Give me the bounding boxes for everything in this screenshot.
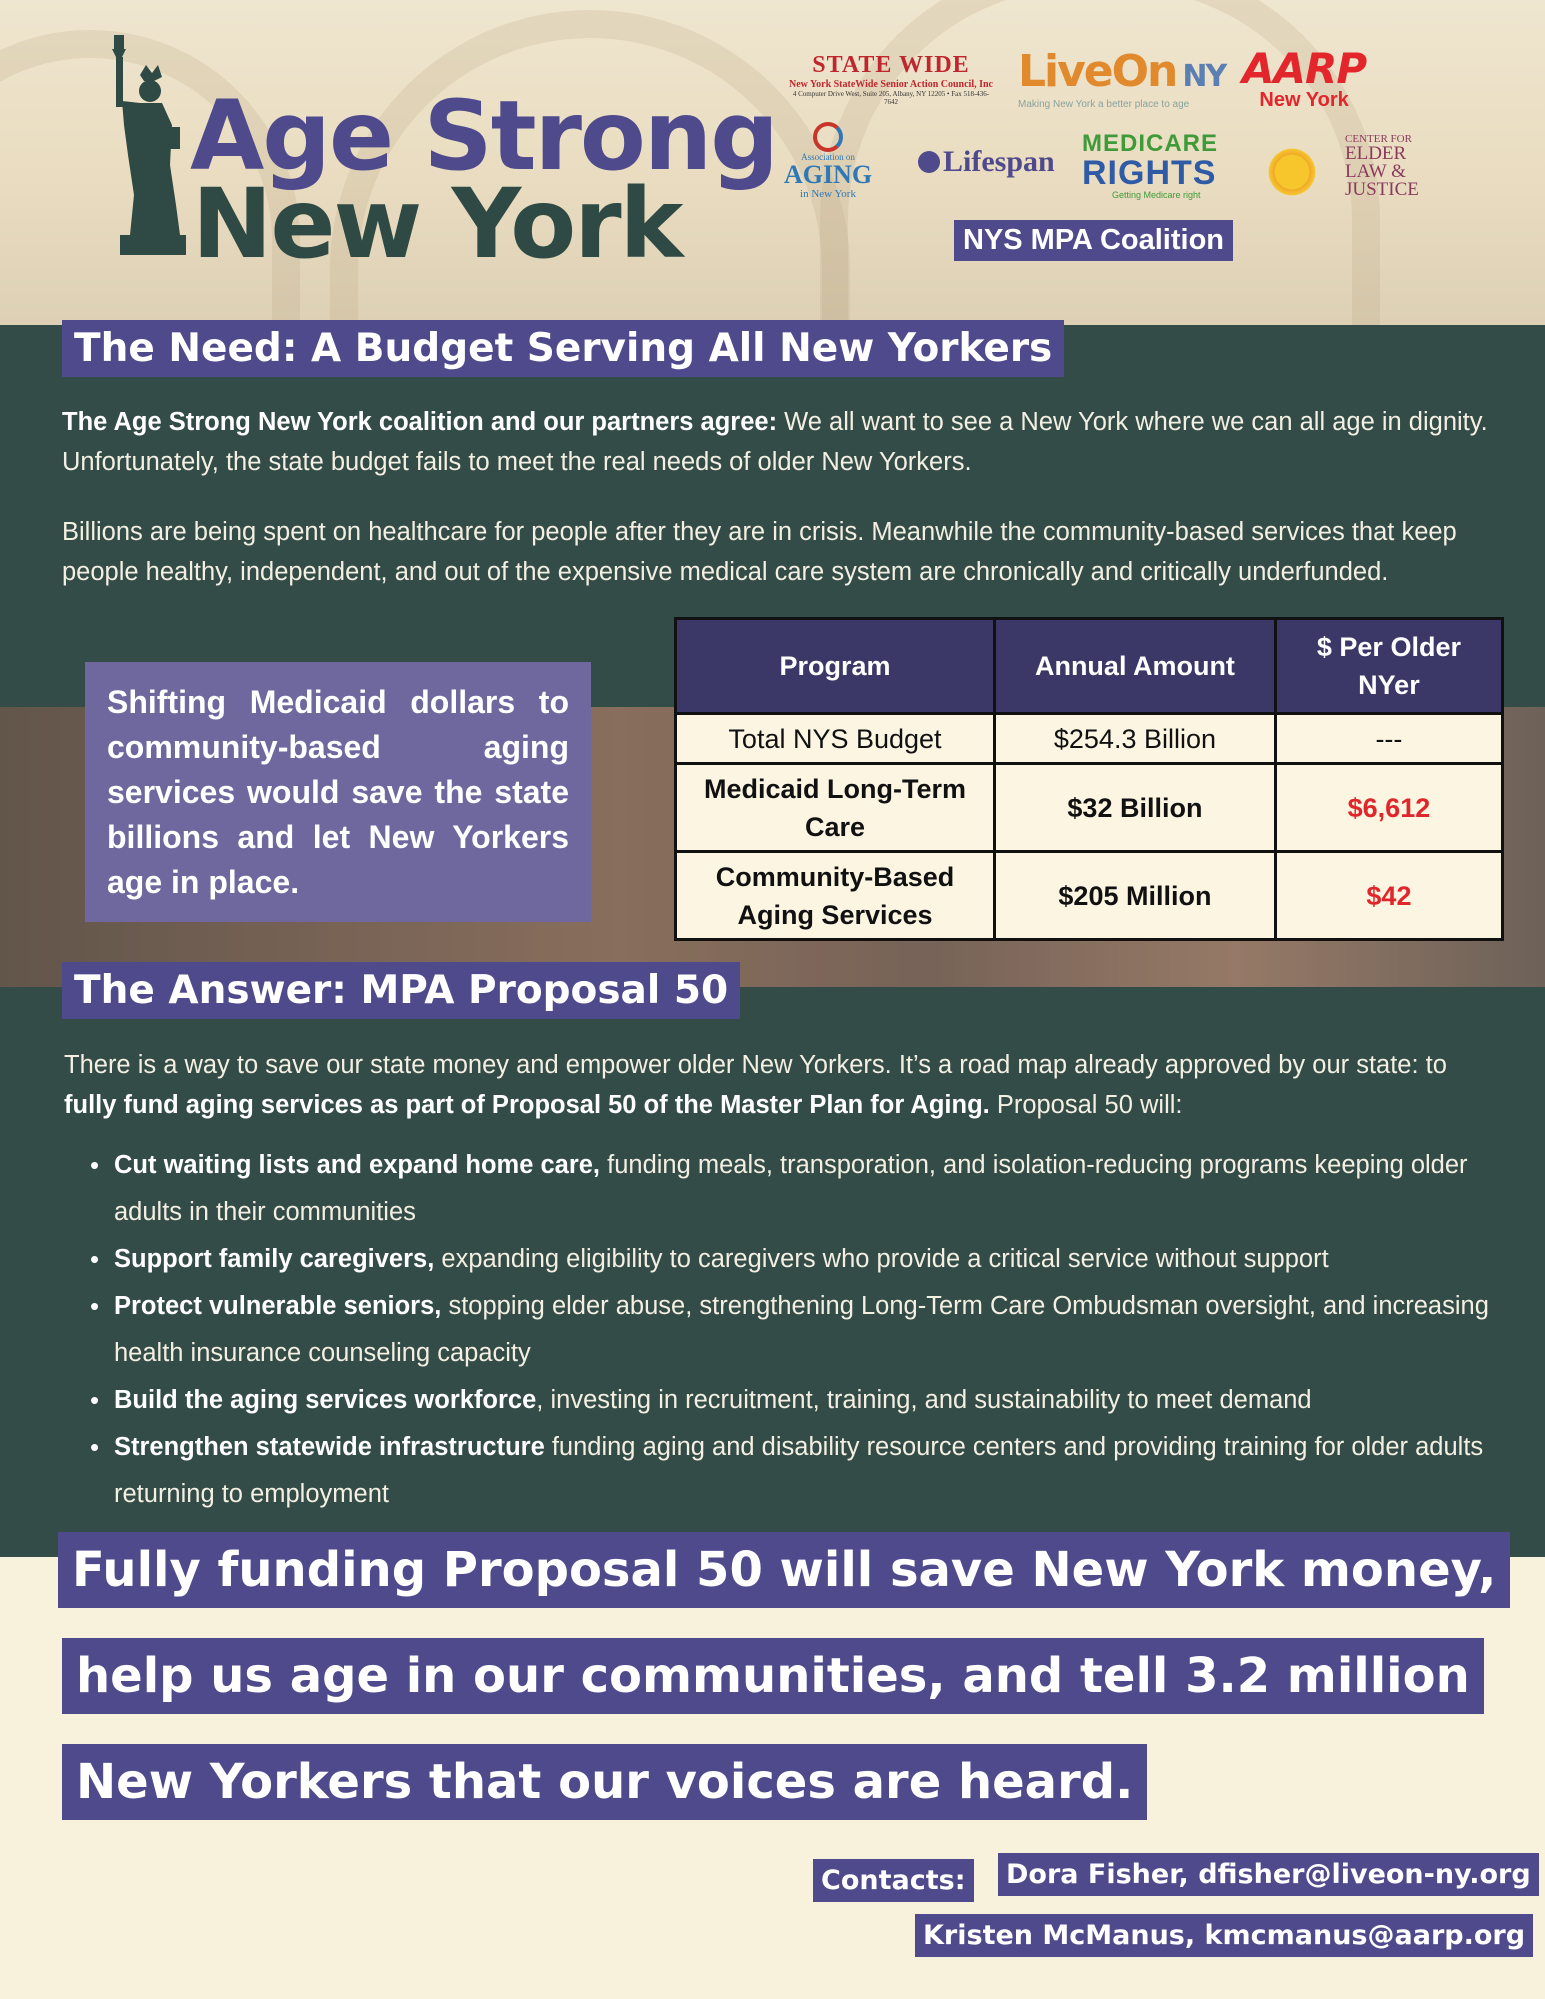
- table-cell: $254.3 Billion: [995, 714, 1276, 764]
- lifespan-figure-icon: [918, 151, 940, 173]
- medicare-logo-line-1: MEDICARE: [1082, 130, 1219, 157]
- bullet-body: expanding eligibility to caregivers who provide a critical service without support: [434, 1245, 1329, 1273]
- statewide-logo-subtitle: New York StateWide Senior Action Council, Inc: [789, 79, 993, 90]
- lifespan-logo: [918, 145, 1055, 179]
- sun-icon: [1265, 145, 1319, 199]
- aging-logo-sub: in New York: [800, 188, 856, 200]
- table-header: Program: [676, 619, 995, 714]
- bullet-body: , investing in recruitment, training, and sustainability to meet demand: [536, 1386, 1312, 1414]
- table-header-row: [676, 619, 1503, 714]
- closing-banner-line-1: Fully funding Proposal 50 will save New York money,: [58, 1532, 1510, 1608]
- elder-logo-line-2: LAW &: [1345, 161, 1406, 183]
- table-cell: $32 Billion: [995, 764, 1276, 852]
- aarp-new-york-logo: [1242, 44, 1366, 112]
- statewide-logo: [786, 52, 996, 106]
- answer-intro: [64, 1045, 1504, 1125]
- aarp-logo-sub: New York: [1259, 89, 1349, 111]
- answer-section-title: The Answer: MPA Proposal 50: [62, 962, 740, 1019]
- table-cell: Total NYS Budget: [676, 714, 995, 764]
- aarp-logo-main: AARP: [1242, 44, 1367, 93]
- association-on-aging-logo: [778, 122, 878, 200]
- need-section-title: The Need: A Budget Serving All New Yorkers: [62, 320, 1064, 377]
- liveon-ny-logo: [1018, 46, 1225, 110]
- brand-line-1: Age Strong: [190, 80, 777, 192]
- medicaid-callout: Shifting Medicaid dollars to community-based aging services would save the state billions and let New Yorkers age in place.: [85, 662, 591, 922]
- table-cell: $205 Million: [995, 852, 1276, 940]
- need-paragraph-1-body: We all want to see a New York where we can all age in dignity. Unfortunately, the state budget fails to meet the real needs of older New Yorkers.: [62, 408, 1488, 476]
- table-cell: Community-Based Aging Services: [676, 852, 995, 940]
- list-item: [90, 1377, 1510, 1424]
- list-item: [90, 1236, 1510, 1283]
- table-cell: Medicaid Long-Term Care: [676, 764, 995, 852]
- table-cell: ---: [1275, 714, 1502, 764]
- bullet-lead: Build the aging services workforce: [114, 1386, 537, 1414]
- bullet-body: funding aging and disability resource centers and providing training for older adults returning to employment: [114, 1433, 1484, 1508]
- liveon-logo-ny: NY: [1182, 59, 1226, 94]
- bullet-body: funding meals, transporation, and isolation-reducing programs keeping older adults in their communities: [114, 1151, 1468, 1226]
- need-paragraph-1: [62, 402, 1502, 482]
- statue-of-liberty-icon: [110, 35, 190, 255]
- aging-logo-main: AGING: [783, 160, 873, 189]
- answer-intro-emphasis: fully fund aging services as part of Proposal 50 of the Master Plan for Aging.: [64, 1091, 990, 1119]
- table-row: [676, 764, 1503, 852]
- aging-ring-icon: [813, 122, 843, 152]
- proposal-bullet-list: [90, 1142, 1510, 1518]
- brand-line-2: New York: [192, 168, 682, 281]
- bullet-lead: Cut waiting lists and expand home care,: [114, 1151, 601, 1179]
- bullet-body: stopping elder abuse, strengthening Long-Term Care Ombudsman oversight, and increasing health insurance counseling capacity: [114, 1292, 1489, 1367]
- table-cell: $42: [1275, 852, 1502, 940]
- table-cell: $6,612: [1275, 764, 1502, 852]
- contact-kristen-mcmanus[interactable]: Kristen McManus, kmcmanus@aarp.org: [915, 1914, 1533, 1957]
- table-header: Annual Amount: [995, 619, 1276, 714]
- table-row: [676, 714, 1503, 764]
- table-header: $ Per Older NYer: [1275, 619, 1502, 714]
- aging-logo-top: Association on: [801, 152, 855, 162]
- elder-logo-line-1: ELDER: [1345, 143, 1407, 164]
- elder-logo-line-3: JUSTICE: [1345, 179, 1419, 201]
- table-row: [676, 852, 1503, 940]
- contacts-label: Contacts:: [813, 1859, 974, 1902]
- list-item: [90, 1424, 1510, 1518]
- statewide-logo-address: 4 Computer Drive West, Suite 205, Albany, NY 12205 • Fax 518-436-7642: [792, 90, 990, 106]
- need-paragraph-1-lead: The Age Strong New York coalition and our partners agree:: [62, 408, 778, 436]
- answer-intro-end: Proposal 50 will:: [989, 1091, 1183, 1119]
- medicare-logo-line-2: RIGHTS: [1082, 154, 1217, 192]
- budget-table: [674, 617, 1504, 941]
- bullet-lead: Strengthen statewide infrastructure: [114, 1433, 545, 1461]
- medicare-logo-tagline: Getting Medicare right: [1112, 190, 1201, 200]
- medicare-rights-logo: [1082, 132, 1218, 200]
- coalition-badge: NYS MPA Coalition: [954, 220, 1233, 261]
- liveon-logo-main: LiveOn: [1018, 46, 1177, 97]
- lifespan-logo-text: Lifespan: [943, 145, 1055, 178]
- list-item: [90, 1142, 1510, 1236]
- bullet-lead: Support family caregivers,: [114, 1245, 435, 1273]
- contact-dora-fisher[interactable]: Dora Fisher, dfisher@liveon-ny.org: [998, 1853, 1539, 1896]
- liveon-logo-tagline: Making New York a better place to age: [1018, 99, 1190, 110]
- brand-wordmark: [190, 80, 777, 281]
- list-item: [90, 1283, 1510, 1377]
- answer-intro-start: There is a way to save our state money and empower older New Yorkers. It’s a road map already approved by our state: to: [64, 1051, 1447, 1079]
- need-paragraph-2: Billions are being spent on healthcare for people after they are in crisis. Meanwhile the community-based services that keep people healthy, independent, and out of the expensive medical care system are chronically and critically underfunded.: [62, 518, 1457, 586]
- closing-banner-line-2: help us age in our communities, and tell 3.2 million: [62, 1638, 1484, 1714]
- statewide-logo-title: STATE WIDE: [812, 52, 970, 78]
- bullet-lead: Protect vulnerable seniors,: [114, 1292, 442, 1320]
- closing-banner-line-3: New Yorkers that our voices are heard.: [62, 1744, 1147, 1820]
- header: [0, 0, 1545, 325]
- elder-logo-top: CENTER FOR: [1345, 133, 1412, 145]
